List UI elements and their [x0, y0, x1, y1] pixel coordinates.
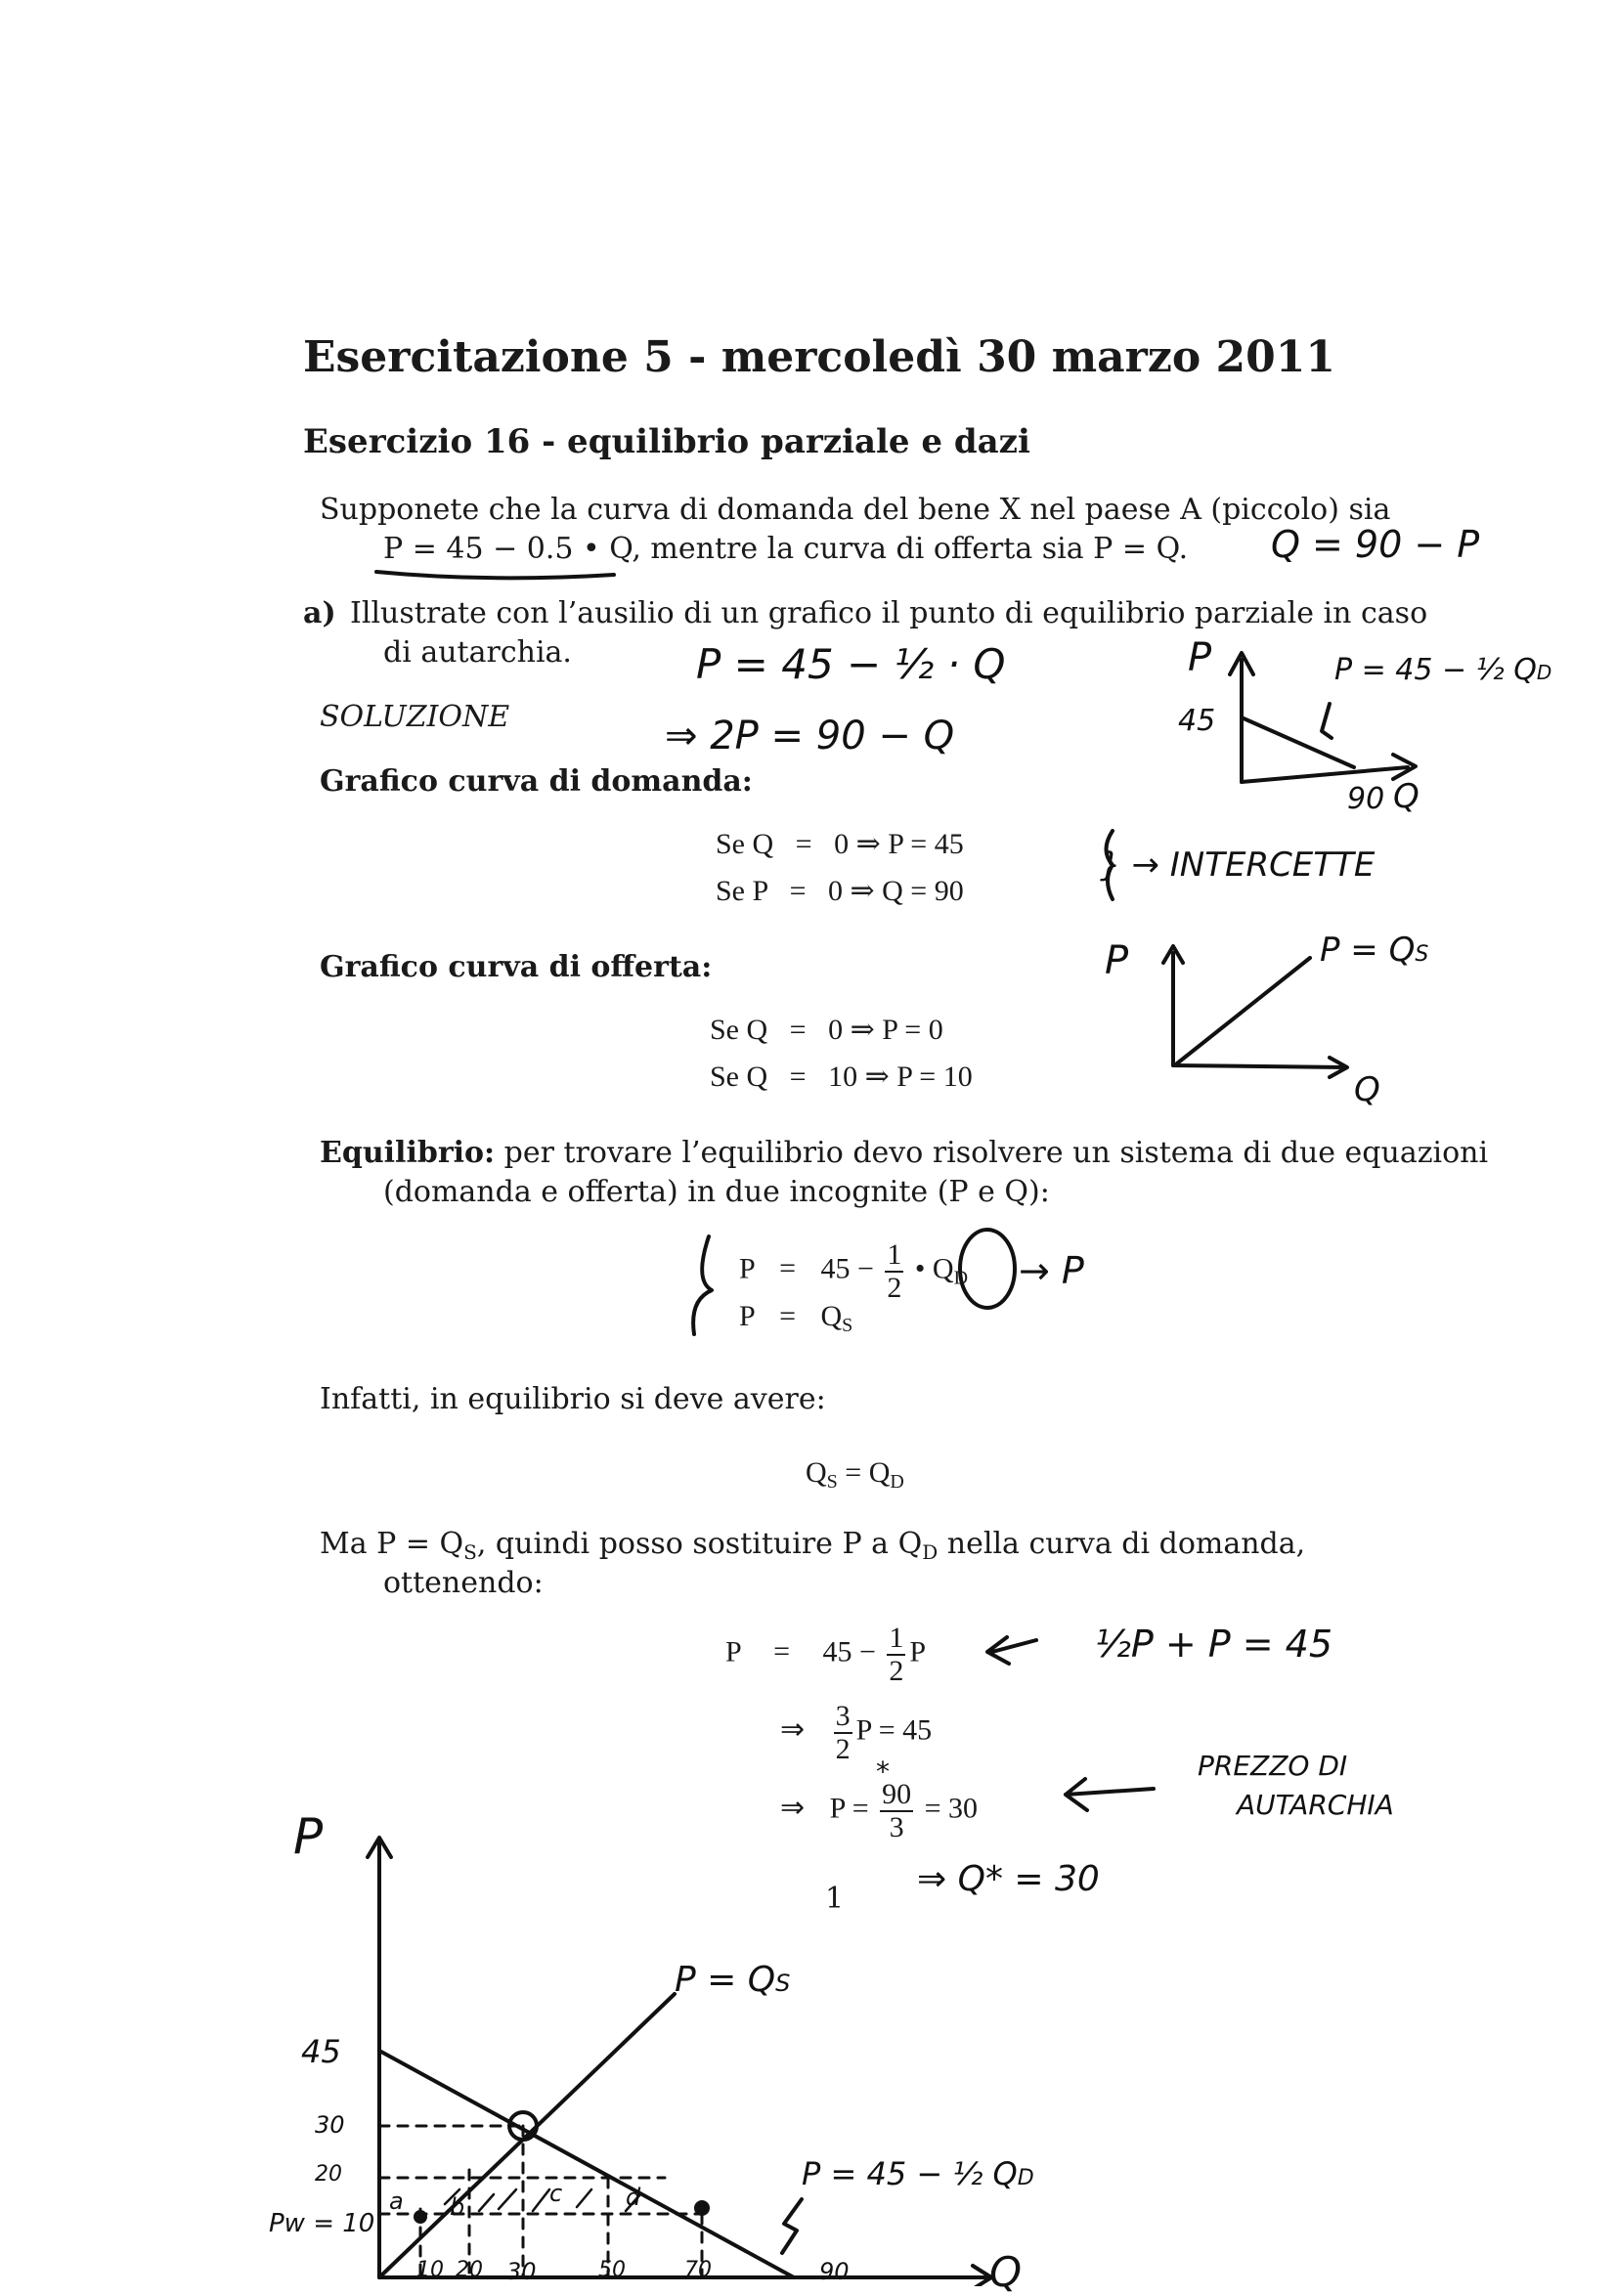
- page-number: 1: [825, 1882, 845, 1916]
- ma-end: nella curva di domanda,: [938, 1527, 1306, 1561]
- hw-ytick-20: 20: [315, 2162, 342, 2187]
- area-hatching: [445, 2189, 640, 2211]
- intro-line-1: Supponete che la curva di domanda del bene X nel paese A (piccolo) sia: [320, 493, 1391, 527]
- supply-graph-x-axis: [1173, 1058, 1347, 1077]
- solve-row3-num: 90: [882, 1778, 912, 1810]
- ma-sub-s: S: [463, 1540, 477, 1564]
- small-graph-pointer: [1322, 704, 1332, 738]
- sys-frac-den: 2: [887, 1271, 902, 1304]
- solve-row1-den: 2: [889, 1654, 904, 1687]
- demand-point: [696, 2202, 708, 2214]
- hw-big-supply-sub: S: [775, 1970, 791, 1997]
- ma-line-2: ottenendo:: [383, 1566, 544, 1600]
- solve-row1-end: P: [909, 1635, 927, 1668]
- hw-area-d: d: [626, 2184, 641, 2211]
- page-title: Esercitazione 5 - mercoledì 30 marzo 2011: [303, 332, 1335, 382]
- small-graph-y-axis: [1230, 653, 1253, 782]
- hw-area-c: c: [549, 2180, 563, 2207]
- part-a-line-1: Illustrate con l’ausilio di un grafico il punto di equilibrio parziale in caso: [350, 596, 1428, 630]
- hw-small-graph-curve-text: P = 45 − ½ Q: [1334, 653, 1537, 687]
- solve-row2-arrow: ⇒: [780, 1713, 806, 1747]
- solve-row2-end: P = 45: [855, 1713, 933, 1747]
- system-brace: [693, 1236, 712, 1334]
- supply-graph-y-axis: [1163, 946, 1183, 1065]
- hw-xtick-20: 20: [456, 2258, 483, 2282]
- supply-eq-2: Se Q = 10 ⇒ P = 10: [710, 1061, 973, 1093]
- solve-row1-lhs: P: [725, 1635, 741, 1668]
- solve-row2-den: 2: [835, 1732, 851, 1765]
- hw-xtick-50: 50: [598, 2258, 626, 2282]
- sys-row1-sub: D: [953, 1267, 969, 1289]
- solve-row3-end: = 30: [924, 1792, 979, 1825]
- hw-q-eq: Q = 90 − P: [1271, 523, 1480, 566]
- supply-eq-1: Se Q = 0 ⇒ P = 0: [710, 1014, 943, 1046]
- hw-autarky-label-1: PREZZO DI: [1198, 1750, 1348, 1782]
- left-arrow-2: [1066, 1779, 1154, 1810]
- small-graph-x-axis: [1242, 755, 1416, 782]
- hw-supply-graph-p: P: [1105, 938, 1129, 983]
- sys-row2-sub: S: [842, 1315, 853, 1336]
- hw-small-graph-curve: [1334, 653, 1551, 687]
- hw-big-supply: [675, 1960, 790, 2000]
- small-graph-demand-line: [1244, 718, 1354, 767]
- hw-big-demand-text: P = 45 − ½ Q: [802, 2155, 1018, 2192]
- left-arrow-1: [987, 1637, 1036, 1664]
- hw-area-b: b: [450, 2193, 465, 2221]
- demand-eq-1: Se Q = 0 ⇒ P = 45: [716, 828, 964, 860]
- demand-pointer: [782, 2199, 802, 2253]
- sys-frac-num: 1: [887, 1238, 902, 1271]
- hw-small-graph-curve-sub: D: [1536, 661, 1552, 684]
- hw-big-demand-sub: D: [1017, 2166, 1034, 2190]
- equilibrium-line-2: (domanda e offerta) in due incognite (P e Q):: [383, 1175, 1050, 1209]
- solve-row3-arrow: ⇒: [780, 1792, 806, 1825]
- hw-p-eq-half: P = 45 − ½ · Q: [696, 640, 1006, 688]
- solve-row1-rhs: 45 −: [822, 1635, 876, 1668]
- hw-small-graph-90: 90: [1347, 782, 1385, 816]
- hw-xtick-70: 70: [684, 2258, 712, 2282]
- supply-graph-line: [1177, 958, 1310, 1063]
- part-a-line-2: di autarchia.: [383, 635, 572, 670]
- hw-supply-graph-curve: [1320, 931, 1428, 970]
- exercise-heading: Esercizio 16 - equilibrio parziale e dazi: [303, 422, 1030, 461]
- hw-small-graph-p: P: [1188, 635, 1212, 680]
- hw-xtick-30: 30: [506, 2258, 537, 2285]
- solve-row1-eq: =: [773, 1635, 790, 1668]
- sys-row2-rhs: Q: [820, 1300, 843, 1332]
- infatti-text: Infatti, in equilibrio si deve avere:: [320, 1382, 826, 1416]
- hw-ytick-45: 45: [301, 2033, 341, 2070]
- hw-small-graph-45: 45: [1178, 704, 1216, 738]
- hw-pw-label: Pw = 10: [269, 2209, 375, 2238]
- hw-arrow-p: → P: [1019, 1249, 1084, 1292]
- hw-big-q: Q: [989, 2248, 1023, 2296]
- equilibrium-text: per trovare l’equilibrio devo risolvere un sistema di due equazioni: [495, 1136, 1489, 1170]
- hw-big-supply-text: P = Q: [675, 1960, 776, 2000]
- underline-stroke: [376, 572, 614, 578]
- hw-big-demand: [802, 2155, 1034, 2192]
- hw-xtick-10: 10: [416, 2258, 444, 2282]
- hw-q-star: ⇒ Q* = 30: [917, 1859, 1100, 1899]
- solve-row1-num: 1: [889, 1622, 904, 1654]
- hw-star: *: [876, 1755, 890, 1788]
- solve-row3-den: 3: [889, 1810, 904, 1843]
- qd-circle: [960, 1230, 1015, 1308]
- hw-autarky-label-2: AUTARCHIA: [1237, 1789, 1394, 1821]
- solution-label: SOLUZIONE: [320, 700, 510, 734]
- sys-row2-eq: =: [779, 1300, 796, 1332]
- hw-supply-graph-curve-text: P = Q: [1320, 931, 1416, 970]
- hw-small-graph-q: Q: [1393, 777, 1419, 816]
- hw-big-p: P: [293, 1808, 324, 1865]
- qs-sub: S: [826, 1471, 838, 1493]
- sys-row1-eq: =: [779, 1252, 796, 1285]
- demand-graph-heading: Grafico curva di domanda:: [320, 764, 753, 799]
- sys-row2-lhs: P: [739, 1300, 755, 1332]
- qd-sub: D: [890, 1471, 904, 1493]
- sys-row1-lhs: P: [739, 1252, 755, 1285]
- hw-intercepts: } → INTERCETTE: [1100, 845, 1376, 885]
- equilibrium-label: Equilibrio:: [320, 1136, 496, 1170]
- hw-ytick-30: 30: [315, 2111, 345, 2139]
- hw-two-p: ⇒ 2P = 90 − Q: [665, 714, 955, 758]
- big-graph-supply-line: [379, 1994, 675, 2277]
- hw-area-a: a: [389, 2188, 404, 2215]
- hw-xtick-90: 90: [819, 2258, 850, 2285]
- sys-row1-rhs-b: • Q: [914, 1252, 954, 1285]
- big-graph-demand-line: [379, 2051, 794, 2277]
- qd-q: = Q: [837, 1456, 891, 1489]
- hw-supply-graph-q: Q: [1354, 1070, 1380, 1109]
- ma-start: Ma P = Q: [320, 1527, 464, 1561]
- demand-eq-2: Se P = 0 ⇒ Q = 90: [716, 875, 964, 907]
- hw-half-p: ½P + P = 45: [1095, 1623, 1333, 1666]
- ma-sub-d: D: [922, 1540, 939, 1564]
- solve-row2-num: 3: [835, 1700, 851, 1732]
- intro-line-2: P = 45 − 0.5 • Q, mentre la curva di offerta sia P = Q.: [383, 532, 1189, 566]
- supply-graph-heading: Grafico curva di offerta:: [320, 950, 713, 984]
- part-a-label: a): [303, 596, 336, 630]
- solve-row3-start: P =: [829, 1792, 869, 1825]
- hw-supply-graph-curve-sub: S: [1415, 942, 1429, 967]
- ma-rest: , quindi posso sostituire P a Q: [476, 1527, 923, 1561]
- sys-row1-rhs-a: 45 −: [820, 1252, 874, 1285]
- qs-q: Q: [806, 1456, 827, 1489]
